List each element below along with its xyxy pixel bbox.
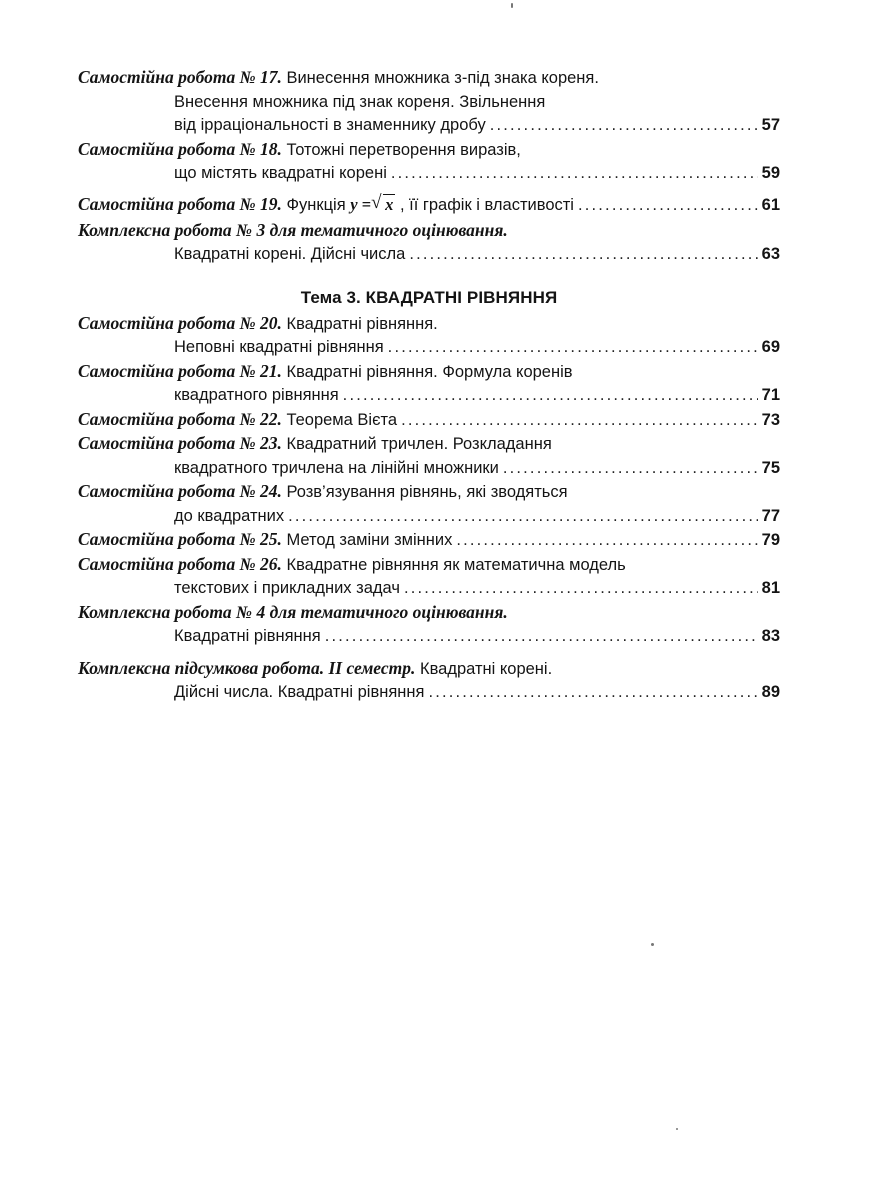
toc-entry-complex-4[interactable] bbox=[78, 601, 780, 649]
entry-title: Тотожні перетворення виразів, bbox=[286, 140, 521, 159]
entry-title: Квадратні рівняння. Формула коренів bbox=[286, 362, 573, 381]
entry-label: Комплексна робота № 3 для тематичного оцінювання. bbox=[78, 219, 508, 240]
leader-dots bbox=[456, 529, 758, 553]
entry-label: Самостійна робота № 18. bbox=[78, 138, 282, 159]
toc-entry-17[interactable] bbox=[78, 66, 780, 138]
toc-entry-26[interactable] bbox=[78, 553, 780, 601]
entry-title-last: текстових і прикладних задач bbox=[174, 579, 400, 597]
entry-title-last: Дійсні числа. Квадратні рівняння bbox=[174, 683, 425, 701]
page-number: 61 bbox=[761, 195, 780, 214]
page-number: 89 bbox=[761, 683, 780, 701]
leader-dots bbox=[503, 457, 758, 481]
entry-title: Розв’язування рівнянь, які зводяться bbox=[286, 483, 568, 501]
formula-lhs: y = bbox=[350, 194, 372, 214]
page-number: 79 bbox=[761, 531, 780, 549]
sqrt-radicand: x bbox=[385, 194, 394, 214]
leader-dots bbox=[325, 625, 758, 649]
entry-label: Самостійна робота № 20. bbox=[78, 312, 282, 333]
toc-entry-22[interactable] bbox=[78, 408, 780, 433]
entry-title: Квадратний тричлен. Розкладання bbox=[286, 435, 552, 453]
page-number: 71 bbox=[761, 386, 780, 404]
entry-title-last: до квадратних bbox=[174, 506, 285, 525]
leader-dots bbox=[490, 114, 758, 138]
section-heading: Тема 3. КВАДРАТНІ РІВНЯННЯ bbox=[300, 287, 558, 307]
entry-title-cont: , її графік і властивості bbox=[399, 195, 574, 214]
entry-title: Метод заміни змінних bbox=[286, 531, 453, 549]
leader-dots bbox=[409, 243, 758, 267]
entry-label: Самостійна робота № 22. bbox=[78, 408, 282, 429]
toc-entry-25[interactable] bbox=[78, 528, 780, 553]
entry-title: Винесення множника з-під знака кореня. bbox=[286, 69, 599, 87]
page-number: 77 bbox=[761, 506, 780, 525]
page-number: 83 bbox=[761, 627, 780, 645]
leader-dots bbox=[388, 336, 758, 360]
table-of-contents bbox=[78, 66, 780, 705]
page-number: 75 bbox=[761, 458, 780, 477]
page-number: 81 bbox=[761, 579, 780, 597]
entry-title-last: що містять квадратні корені bbox=[174, 164, 387, 182]
entry-label: Самостійна робота № 25. bbox=[78, 529, 282, 549]
scan-speck bbox=[511, 3, 513, 8]
entry-title: Теорема Вієта bbox=[286, 410, 398, 429]
toc-entry-complex-3[interactable] bbox=[78, 219, 780, 267]
entry-label: Самостійна робота № 21. bbox=[78, 360, 282, 381]
leader-dots bbox=[343, 384, 758, 408]
entry-label: Самостійна робота № 24. bbox=[78, 481, 282, 501]
sqrt-formula bbox=[372, 191, 395, 219]
page-number: 63 bbox=[761, 245, 780, 263]
leader-dots bbox=[288, 505, 758, 529]
entry-title: Функція bbox=[286, 195, 346, 214]
entry-label: Самостійна робота № 17. bbox=[78, 67, 282, 87]
entry-title-last: Неповні квадратні рівняння bbox=[174, 338, 384, 356]
entry-title-cont: Внесення множника під знак кореня. Звільнення bbox=[174, 92, 546, 111]
entry-label: Комплексна підсумкова робота. II семестр. bbox=[78, 657, 416, 678]
leader-dots bbox=[401, 409, 758, 433]
scan-speck bbox=[676, 1128, 678, 1130]
scan-speck bbox=[651, 943, 654, 946]
toc-entry-19[interactable] bbox=[78, 190, 780, 219]
entry-title: Квадратні рівняння. bbox=[286, 314, 438, 333]
toc-entry-final[interactable] bbox=[78, 657, 780, 705]
toc-entry-24[interactable] bbox=[78, 480, 780, 528]
leader-dots bbox=[578, 191, 758, 219]
entry-title-last: Квадратні рівняння bbox=[174, 627, 321, 645]
toc-entry-23[interactable] bbox=[78, 432, 780, 480]
toc-entry-21[interactable] bbox=[78, 360, 780, 408]
entry-title: Квадратні корені. bbox=[419, 659, 553, 678]
entry-label: Самостійна робота № 26. bbox=[78, 553, 282, 574]
leader-dots bbox=[391, 162, 758, 186]
page-number: 73 bbox=[761, 410, 780, 429]
page-number: 69 bbox=[761, 338, 780, 356]
page-number: 57 bbox=[761, 116, 780, 134]
leader-dots bbox=[404, 577, 758, 601]
entry-title-last: квадратного тричлена на лінійні множники bbox=[174, 458, 499, 477]
entry-label: Самостійна робота № 23. bbox=[78, 433, 282, 453]
entry-title: Квадратне рівняння як математична модель bbox=[286, 555, 626, 574]
leader-dots bbox=[428, 681, 758, 705]
page-number: 59 bbox=[761, 164, 780, 182]
entry-label: Комплексна робота № 4 для тематичного оцінювання. bbox=[78, 601, 508, 622]
toc-entry-18[interactable] bbox=[78, 138, 780, 186]
entry-title-last: квадратного рівняння bbox=[174, 386, 339, 404]
entry-title-last: Квадратні корені. Дійсні числа bbox=[174, 245, 406, 263]
entry-label: Самостійна робота № 19. bbox=[78, 193, 282, 214]
toc-entry-20[interactable] bbox=[78, 312, 780, 360]
entry-title-last: від ірраціональності в знаменнику дробу bbox=[174, 116, 486, 134]
